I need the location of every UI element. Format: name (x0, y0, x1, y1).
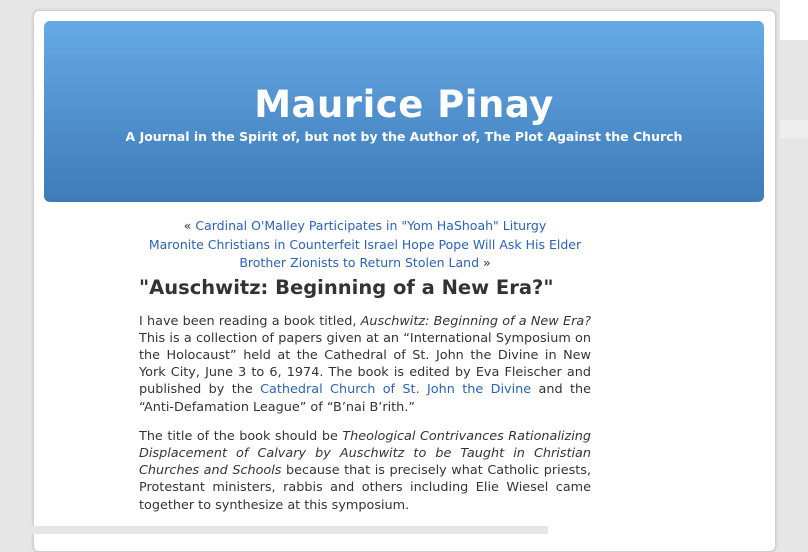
prev-post-line (139, 217, 591, 236)
suggested-title: Theological Contrivances Rationalizing Displacement of Calvary by Auschwitz to be Taught in Christian Churches and Schools (139, 428, 591, 479)
next-post-line (139, 236, 591, 255)
paragraph-text: because that is precisely what Catholic priests, Protestant ministers, rabbis and others including Elie Wiesel came together to synthesize at this symposium. (139, 463, 592, 513)
background-strip (780, 120, 808, 138)
paragraph-text: This is a collection of papers given at an “International Symposium on the Holocaust” held at the Cathedral of St. John the Divine in New York City, June 3 to 6, 1974. The book is edited by Eva Fleischer and published by the (139, 330, 591, 398)
post-paragraph (139, 313, 591, 416)
post-title: "Auschwitz: Beginning of a New Era?" (139, 275, 554, 299)
post-navigation (139, 217, 591, 273)
next-marker: » (483, 255, 491, 270)
paragraph-text: I have been reading a book titled, (139, 313, 361, 329)
site-header (44, 21, 764, 202)
prev-marker: « (183, 218, 192, 233)
prev-post-link[interactable]: Cardinal O'Malley Participates in "Yom HaShoah" Liturgy (195, 218, 547, 233)
post-content (139, 217, 591, 514)
post-paragraph (139, 428, 591, 514)
site-tagline: A Journal in the Spirit of, but not by the Author of, The Plot Against the Church (125, 129, 683, 144)
background-strip (780, 0, 808, 40)
book-title: Auschwitz: Beginning of a New Era? (360, 313, 591, 329)
paragraph-text: and the “Anti-Defamation League” of “B’nai B’rith.” (139, 382, 591, 415)
cathedral-link[interactable]: Cathedral Church of St. John the Divine (260, 382, 532, 398)
next-post-line (139, 254, 591, 273)
bottom-background (0, 526, 548, 534)
next-post-link[interactable]: Maronite Christians in Counterfeit Israel Hope Pope Will Ask His Elder (148, 236, 582, 252)
next-post-link[interactable]: Brother Zionists to Return Stolen Land (239, 255, 480, 270)
paragraph-text: The title of the book should be (139, 428, 343, 444)
site-title[interactable]: Maurice Pinay (254, 83, 554, 126)
